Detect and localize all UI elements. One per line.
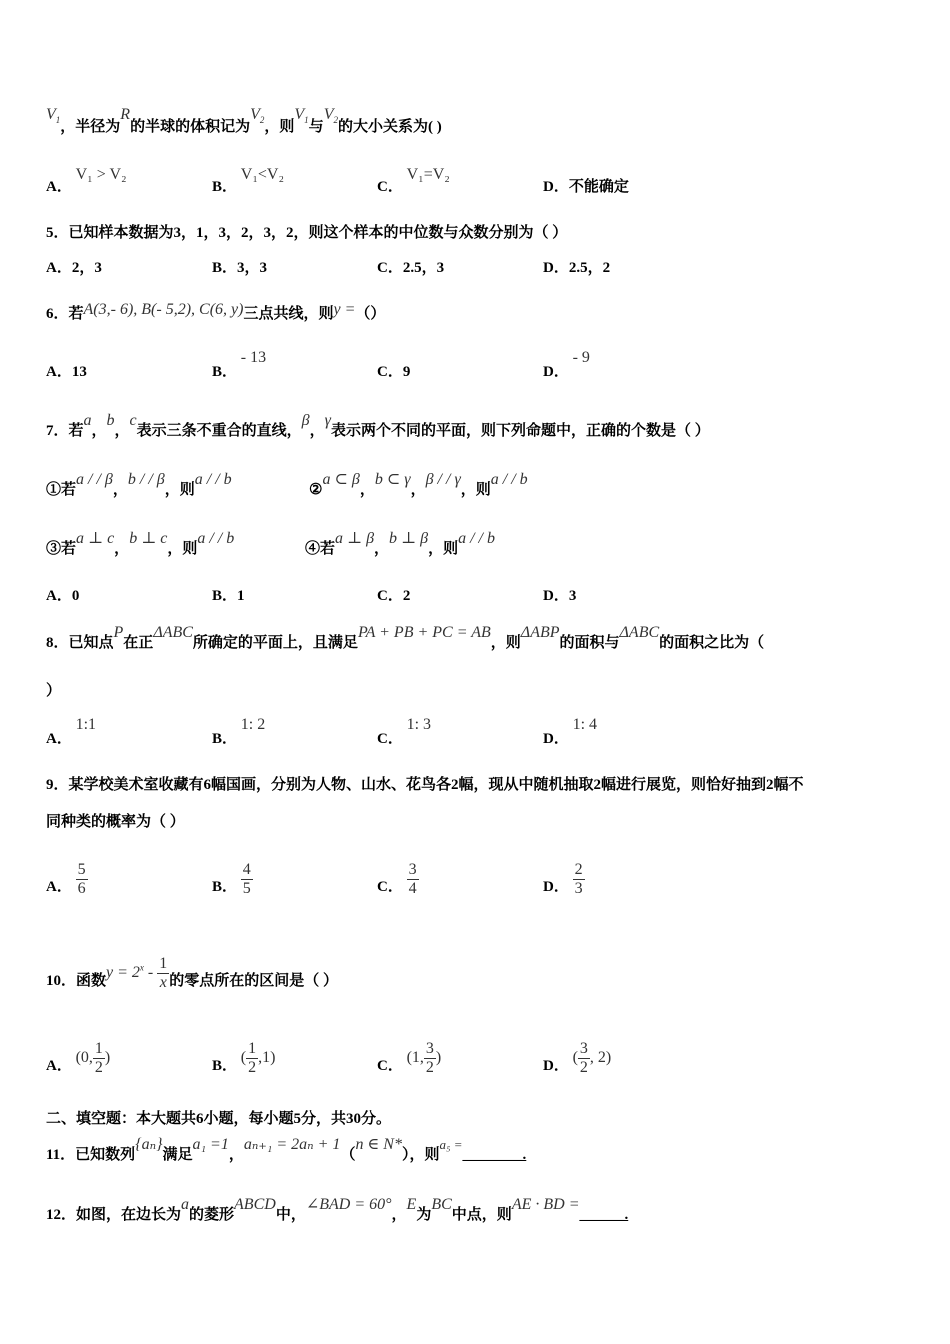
- q7-option-d[interactable]: D．3: [543, 588, 577, 604]
- math-c: c: [129, 412, 137, 429]
- q7-proposition-1: ①若a / / β，b / / β，则a / / b: [46, 471, 232, 498]
- math-y: y =: [333, 301, 356, 318]
- q4-option-c[interactable]: C． V₁=V₂: [377, 166, 450, 195]
- section-heading-fill-in: 二、填空题：本大题共6小题，每小题5分，共30分。: [46, 1111, 392, 1127]
- q7-proposition-2: ②a ⊂ β，b ⊂ γ，β / / γ，则a / / b: [309, 471, 528, 498]
- math-points: A(3,- 6), B(- 5,2), C(6, y): [83, 301, 244, 318]
- q9-stem-line1: 9．某学校美术室收藏有6幅国画，分别为人物、山水、花鸟各2幅，现从中随机抽取2幅进行展览，则恰好抽到2幅不: [46, 777, 804, 793]
- q7-proposition-4: ④若a ⊥ β，b ⊥ β，则a / / b: [305, 530, 495, 557]
- math-function: $y = 2^x$ -: [106, 962, 158, 981]
- q6-stem: 6．若A(3,- 6), B(- 5,2), C(6, y)三点共线，则y =（）: [46, 301, 386, 322]
- q4-stem: $V_1$，半径为R的半球的体积记为$V_2$，则$V_1$与$V_2$的大小关系为( ): [46, 106, 442, 135]
- math-beta: β: [301, 412, 310, 429]
- q10-option-a[interactable]: A． (0, $\frac{1}{2}$ ): [46, 1040, 111, 1076]
- math-r: R: [120, 106, 131, 123]
- q11-answer-blank[interactable]: ________.: [462, 1147, 527, 1163]
- q5-option-b[interactable]: B．3，3: [212, 260, 268, 276]
- q8-stem-end: ）: [46, 683, 62, 699]
- q4-option-a[interactable]: A． V₁ > V₂: [46, 166, 127, 195]
- q5-option-c[interactable]: C．2.5，3: [377, 260, 445, 276]
- q7-stem: 7．若a，b，c表示三条不重合的直线，β，γ表示两个不同的平面，则下列命题中，正确的个数是（ ）: [46, 412, 710, 439]
- q6-option-b[interactable]: B． - 13: [212, 349, 267, 380]
- q5-stem: 5．已知样本数据为3，1，3，2，3，2，则这个样本的中位数与众数分别为（ ）: [46, 225, 568, 241]
- q4-option-b[interactable]: B． V₁<V₂: [212, 166, 285, 195]
- q10-option-b[interactable]: B． ( $\frac{1}{2}$ ,1): [212, 1040, 276, 1076]
- math-b: b: [106, 412, 115, 429]
- q8-option-c[interactable]: C． 1: 3: [377, 716, 432, 747]
- q6-option-c[interactable]: C．9: [377, 364, 411, 380]
- math-v1: $V_1$: [46, 106, 61, 126]
- math-gamma: γ: [324, 412, 331, 429]
- q10-stem: 10．函数$y = 2^x$ - $\frac{1}{x}$ 的零点所在的区间是（ ）: [46, 955, 339, 991]
- q9-option-d[interactable]: D． $\frac{2}{3}$: [543, 861, 583, 897]
- math-v1b: $V_1$: [294, 106, 309, 126]
- q8-option-a[interactable]: A． 1:1: [46, 716, 97, 747]
- q11-stem: 11．已知数列{aₙ}满足a₁ =1，aₙ₊₁ = 2aₙ + 1（n ∈ N*），则a₅ =________.: [46, 1136, 527, 1163]
- q9-option-c[interactable]: C． $\frac{3}{4}$: [377, 861, 417, 897]
- q9-option-a[interactable]: A． $\frac{5}{6}$: [46, 861, 86, 897]
- q9-stem-line2: 同种类的概率为（ ）: [46, 814, 185, 830]
- q12-answer-blank[interactable]: ______.: [579, 1207, 629, 1223]
- math-a: a: [83, 412, 92, 429]
- q7-option-a[interactable]: A．0: [46, 588, 80, 604]
- q7-option-b[interactable]: B．1: [212, 588, 245, 604]
- q5-option-a[interactable]: A．2，3: [46, 260, 102, 276]
- q4-option-d[interactable]: D．不能确定: [543, 179, 629, 195]
- q12-stem: 12．如图，在边长为a的菱形ABCD中，∠BAD = 60°，E为BC中点，则AE · BD =______.: [46, 1196, 629, 1223]
- q8-option-b[interactable]: B． 1: 2: [212, 716, 266, 747]
- math-v2b: $V_2$: [323, 106, 338, 126]
- q9-option-b[interactable]: B． $\frac{4}{5}$: [212, 861, 251, 897]
- q6-option-a[interactable]: A．13: [46, 364, 87, 380]
- q8-stem: 8．已知点P在正ΔABC所确定的平面上，且满足PA + PB + PC = AB，则ΔABP的面积与ΔABC的面积之比为（: [46, 624, 765, 651]
- q8-option-d[interactable]: D． 1: 4: [543, 716, 598, 747]
- q7-proposition-3: ③若a ⊥ c，b ⊥ c，则a / / b: [46, 530, 235, 557]
- q10-option-c[interactable]: C． (1, $\frac{3}{2}$ ): [377, 1040, 442, 1076]
- q5-option-d[interactable]: D．2.5，2: [543, 260, 611, 276]
- math-v2: $V_2$: [250, 106, 265, 126]
- q10-option-d[interactable]: D． ( $\frac{3}{2}$ , 2): [543, 1040, 612, 1076]
- q7-option-c[interactable]: C．2: [377, 588, 411, 604]
- q6-option-d[interactable]: D． - 9: [543, 349, 590, 380]
